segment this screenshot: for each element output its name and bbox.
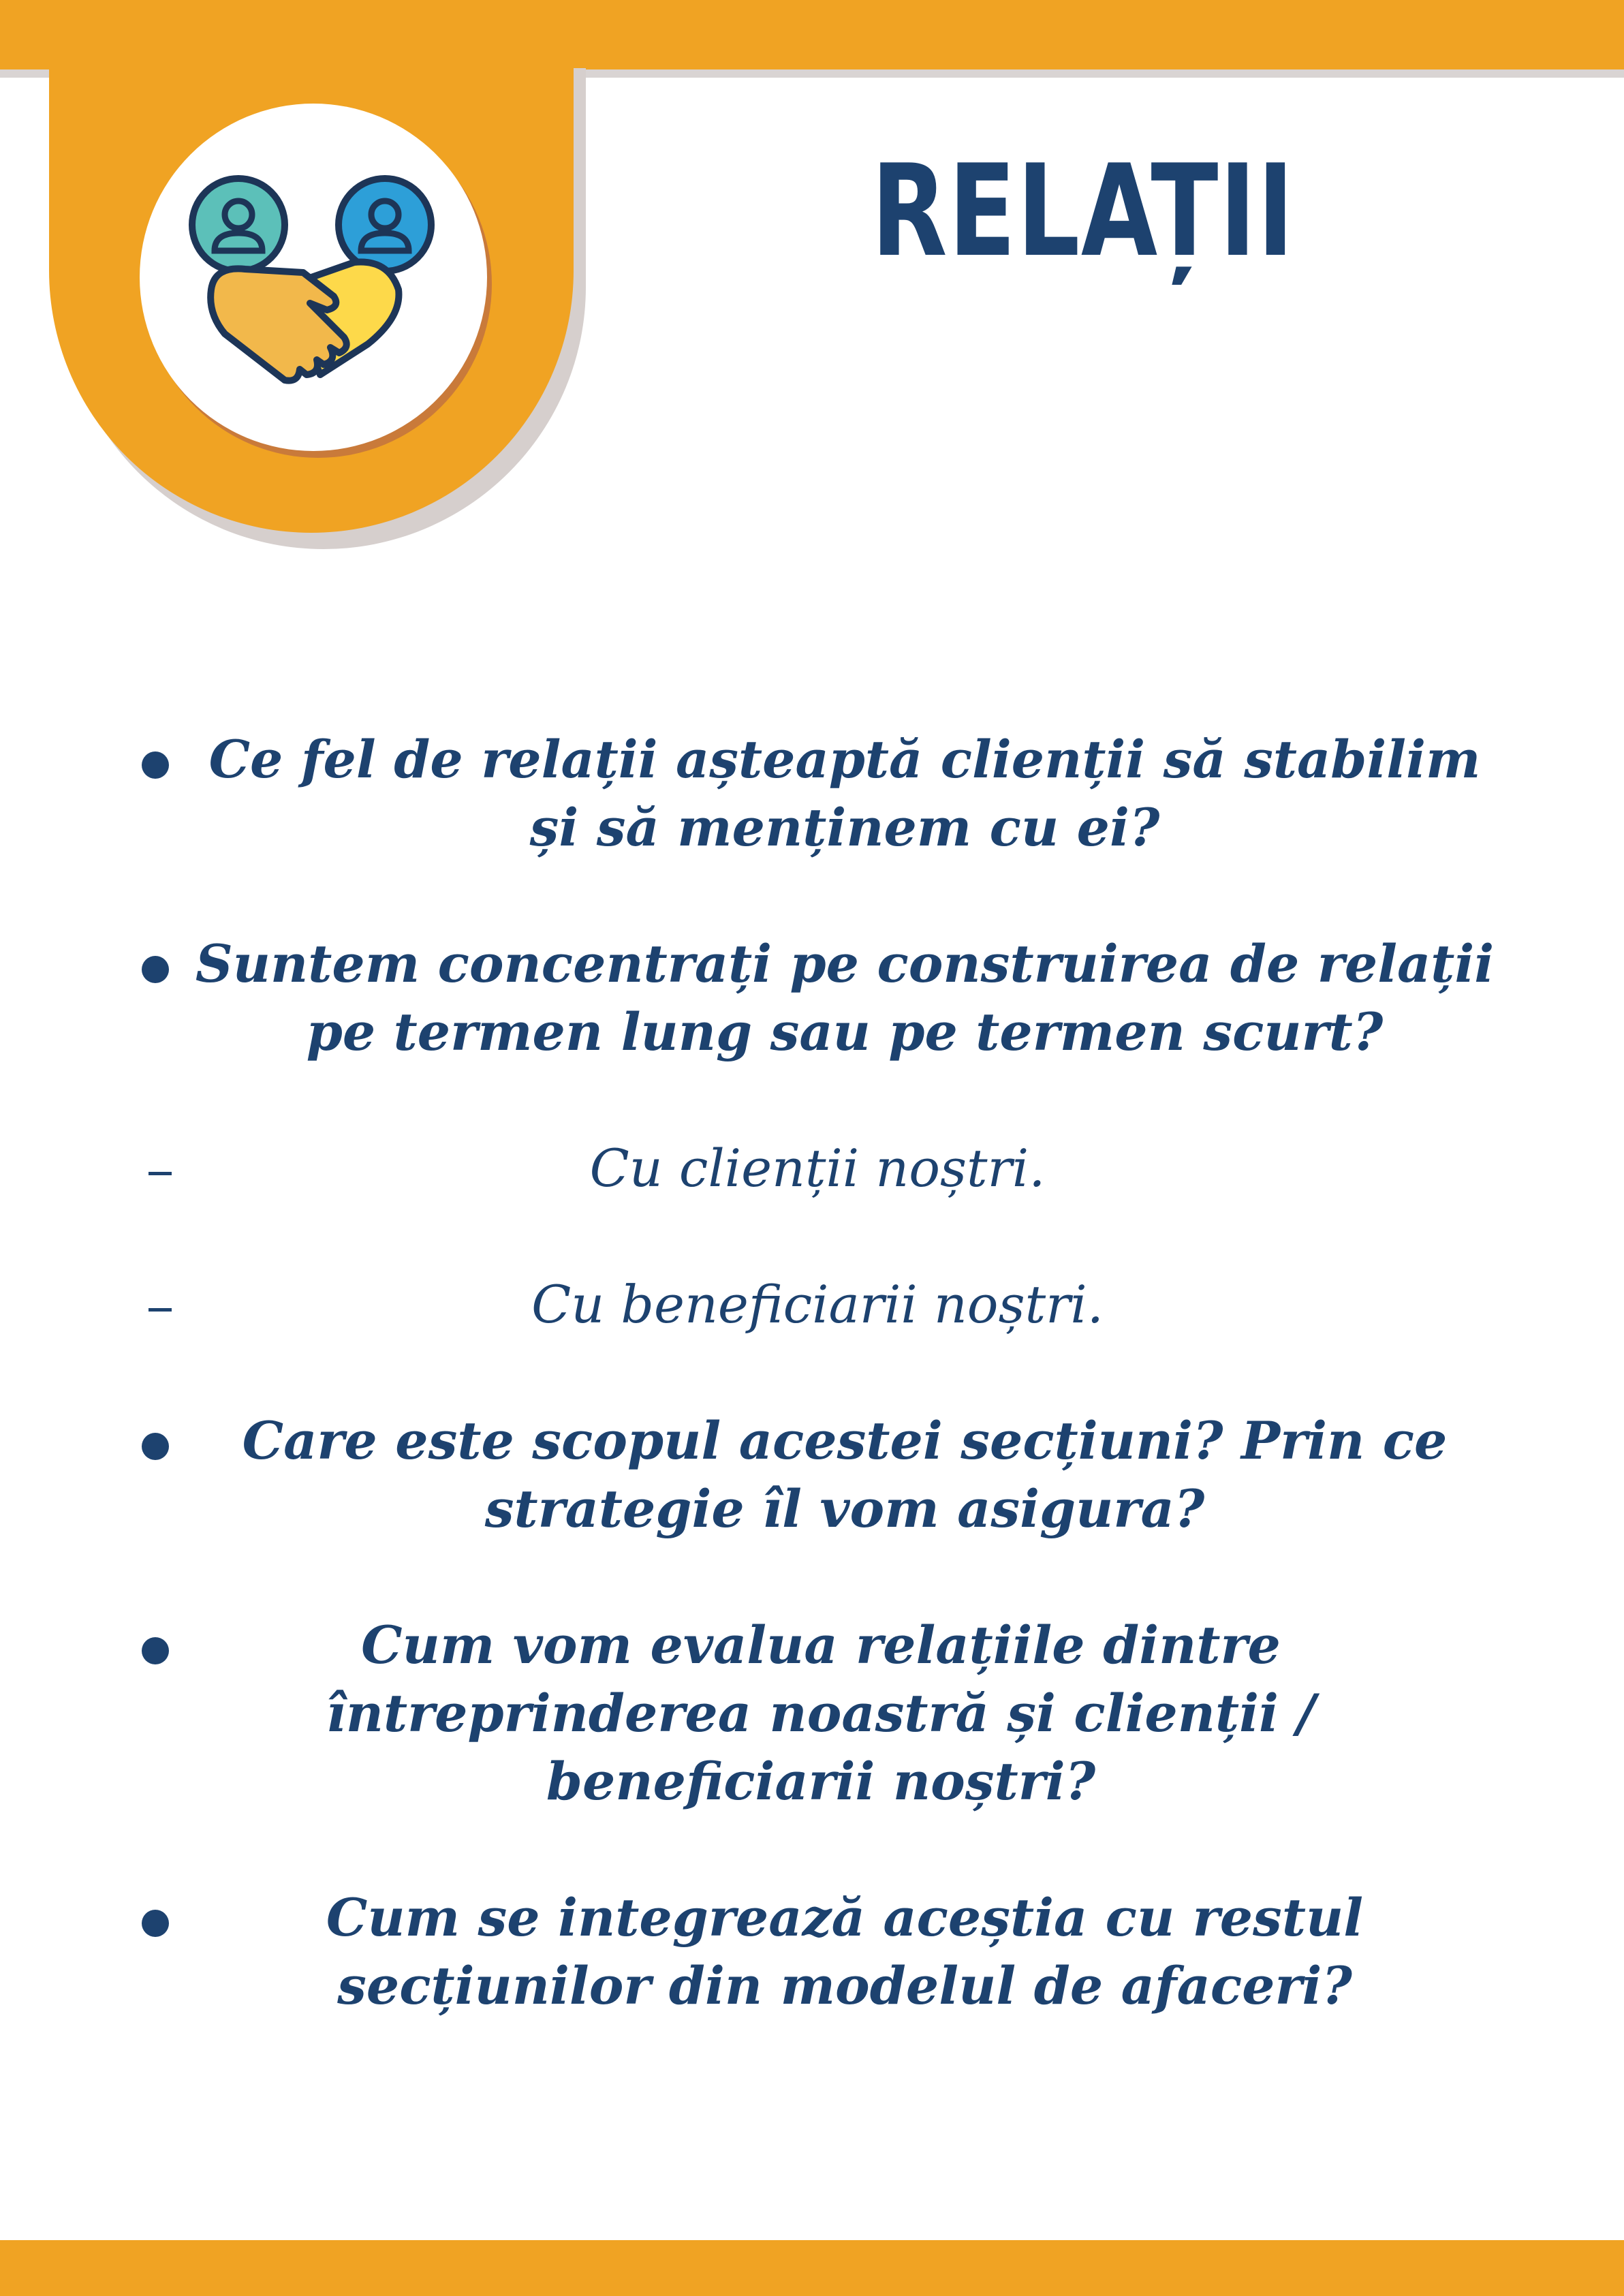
top-bar <box>0 0 1624 69</box>
list-item: Suntem concentrați pe construirea de relații pe termen lung sau pe termen scurt? <box>195 933 1495 1062</box>
list-item: Ce fel de relații așteaptă clienții să stabilim și să menținem cu ei? <box>208 729 1481 858</box>
list-item: Cu clienții noștri. <box>589 1138 1046 1198</box>
list-item: Cu beneficiarii noștri. <box>531 1274 1104 1335</box>
list-item: Care este scopul acestei secțiuni? Prin ce strategie îl vom asigura? <box>242 1410 1448 1539</box>
list-item: Cum se integrează aceștia cu restul secțiunilor din modelul de afaceri? <box>326 1887 1364 2016</box>
list-item: Cum vom evalua relațiile dintre întreprinderea noastră și clienții / beneficiarii noștri? <box>326 1615 1316 1812</box>
bullet-marker <box>142 1433 169 1460</box>
bullet-marker <box>142 751 169 779</box>
handshake-people-icon <box>184 170 443 409</box>
page-title: RELAȚII <box>871 137 1296 285</box>
bullet-marker <box>142 956 169 983</box>
bullet-marker <box>142 1910 169 1937</box>
bottom-bar <box>0 2240 1624 2296</box>
